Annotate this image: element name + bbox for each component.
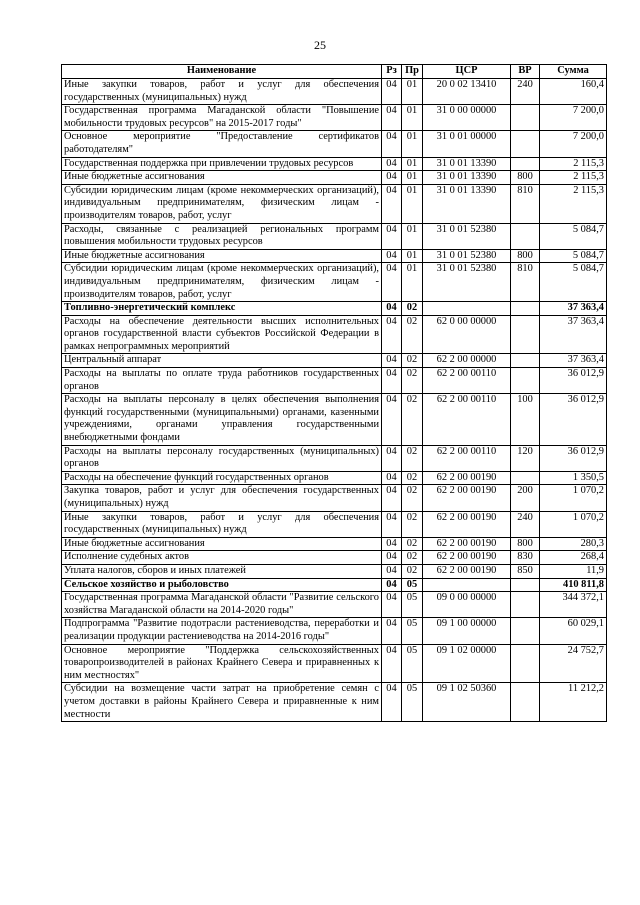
header-vr: ВР [511, 65, 540, 79]
table-row [62, 302, 607, 316]
cell-rz: 04 [382, 368, 402, 394]
cell-sum: 36 012,9 [540, 368, 607, 394]
cell-vr: 200 [511, 485, 540, 511]
cell-pr: 02 [402, 537, 423, 551]
header-sum: Сумма [540, 65, 607, 79]
header-csr: ЦСР [423, 65, 511, 79]
table-row [62, 131, 607, 157]
cell-pr: 02 [402, 551, 423, 565]
table-row [62, 564, 607, 578]
cell-csr: 62 2 00 00190 [423, 485, 511, 511]
cell-sum: 1 350,5 [540, 471, 607, 485]
cell-name: Сельское хозяйство и рыболовство [62, 578, 382, 592]
cell-csr [423, 578, 511, 592]
cell-name: Расходы на выплаты персоналу государственных (муниципальных) органов [62, 445, 382, 471]
cell-sum: 11 212,2 [540, 683, 607, 722]
cell-sum: 344 372,1 [540, 592, 607, 618]
cell-sum: 280,3 [540, 537, 607, 551]
table-row [62, 157, 607, 171]
cell-rz: 04 [382, 564, 402, 578]
cell-rz: 04 [382, 157, 402, 171]
cell-csr [423, 302, 511, 316]
cell-rz: 04 [382, 551, 402, 565]
cell-vr: 800 [511, 537, 540, 551]
cell-rz: 04 [382, 578, 402, 592]
cell-vr [511, 578, 540, 592]
table-row [62, 551, 607, 565]
cell-vr [511, 368, 540, 394]
cell-name: Расходы на обеспечение деятельности высших исполнительных органов государственной власти субъектов Российской Федерации в рамках непрограммных мероприятий [62, 315, 382, 354]
cell-rz: 04 [382, 394, 402, 445]
cell-csr: 31 0 01 52380 [423, 223, 511, 249]
header-pr: Пр [402, 65, 423, 79]
cell-vr [511, 315, 540, 354]
cell-csr: 31 0 01 13390 [423, 171, 511, 185]
table-row [62, 537, 607, 551]
cell-vr: 810 [511, 263, 540, 302]
cell-sum: 24 752,7 [540, 644, 607, 683]
cell-name: Государственная программа Магаданской области "Развитие сельского хозяйства Магаданской области на 2014-2020 годы" [62, 592, 382, 618]
cell-pr: 02 [402, 315, 423, 354]
cell-vr [511, 618, 540, 644]
cell-pr: 02 [402, 394, 423, 445]
cell-pr: 01 [402, 79, 423, 105]
cell-vr: 240 [511, 79, 540, 105]
cell-sum: 410 811,8 [540, 578, 607, 592]
cell-rz: 04 [382, 445, 402, 471]
cell-vr [511, 354, 540, 368]
cell-name: Расходы, связанные с реализацией региональных программ повышения мобильности трудовых ресурсов [62, 223, 382, 249]
cell-name: Расходы на обеспечение функций государственных органов [62, 471, 382, 485]
cell-csr: 09 0 00 00000 [423, 592, 511, 618]
cell-pr: 01 [402, 263, 423, 302]
cell-name: Иные закупки товаров, работ и услуг для обеспечения государственных (муниципальных) нужд [62, 79, 382, 105]
cell-name: Подпрограмма "Развитие подотрасли растениеводства, переработки и реализации продукции растениеводства на 2014-2016 годы" [62, 618, 382, 644]
cell-name: Основное мероприятие "Предоставление сертификатов работодателям" [62, 131, 382, 157]
table-row [62, 592, 607, 618]
cell-sum: 37 363,4 [540, 354, 607, 368]
cell-csr: 62 2 00 00190 [423, 564, 511, 578]
cell-sum: 5 084,7 [540, 263, 607, 302]
cell-sum: 2 115,3 [540, 171, 607, 185]
cell-name: Государственная поддержка при привлечении трудовых ресурсов [62, 157, 382, 171]
table-row [62, 184, 607, 223]
cell-vr: 120 [511, 445, 540, 471]
cell-csr: 31 0 01 13390 [423, 157, 511, 171]
cell-pr: 01 [402, 184, 423, 223]
cell-pr: 02 [402, 445, 423, 471]
cell-rz: 04 [382, 618, 402, 644]
cell-sum: 1 070,2 [540, 485, 607, 511]
table-row [62, 485, 607, 511]
cell-vr: 830 [511, 551, 540, 565]
budget-table [61, 64, 607, 722]
cell-pr: 05 [402, 618, 423, 644]
cell-rz: 04 [382, 511, 402, 537]
cell-rz: 04 [382, 315, 402, 354]
cell-csr: 62 2 00 00190 [423, 551, 511, 565]
cell-pr: 02 [402, 471, 423, 485]
table-row [62, 578, 607, 592]
cell-sum: 160,4 [540, 79, 607, 105]
cell-pr: 01 [402, 157, 423, 171]
cell-csr: 20 0 02 13410 [423, 79, 511, 105]
cell-sum: 1 070,2 [540, 511, 607, 537]
cell-rz: 04 [382, 131, 402, 157]
cell-vr [511, 131, 540, 157]
cell-rz: 04 [382, 485, 402, 511]
cell-csr: 62 0 00 00000 [423, 315, 511, 354]
cell-sum: 7 200,0 [540, 131, 607, 157]
cell-vr [511, 157, 540, 171]
header-name: Наименование [62, 65, 382, 79]
cell-csr: 31 0 01 13390 [423, 184, 511, 223]
cell-csr: 09 1 02 50360 [423, 683, 511, 722]
cell-pr: 02 [402, 511, 423, 537]
cell-csr: 62 2 00 00110 [423, 445, 511, 471]
cell-name: Закупка товаров, работ и услуг для обеспечения государственных (муниципальных) нужд [62, 485, 382, 511]
cell-rz: 04 [382, 223, 402, 249]
cell-rz: 04 [382, 249, 402, 263]
cell-rz: 04 [382, 537, 402, 551]
cell-sum: 268,4 [540, 551, 607, 565]
cell-sum: 60 029,1 [540, 618, 607, 644]
cell-rz: 04 [382, 105, 402, 131]
cell-csr: 62 2 00 00000 [423, 354, 511, 368]
cell-sum: 37 363,4 [540, 315, 607, 354]
cell-sum: 37 363,4 [540, 302, 607, 316]
table-row [62, 223, 607, 249]
cell-pr: 02 [402, 485, 423, 511]
table-row [62, 79, 607, 105]
cell-vr: 800 [511, 171, 540, 185]
cell-csr: 31 0 01 52380 [423, 249, 511, 263]
cell-vr: 850 [511, 564, 540, 578]
cell-csr: 31 0 01 00000 [423, 131, 511, 157]
cell-sum: 36 012,9 [540, 445, 607, 471]
cell-name: Основное мероприятие "Поддержка сельскохозяйственных товаропроизводителей в районах Крайнего Севера и приравненных к ним местностях" [62, 644, 382, 683]
cell-rz: 04 [382, 354, 402, 368]
cell-sum: 11,9 [540, 564, 607, 578]
cell-vr [511, 223, 540, 249]
cell-csr: 62 2 00 00190 [423, 471, 511, 485]
cell-csr: 09 1 02 00000 [423, 644, 511, 683]
cell-vr [511, 302, 540, 316]
cell-csr: 62 2 00 00190 [423, 511, 511, 537]
cell-vr [511, 683, 540, 722]
cell-pr: 01 [402, 249, 423, 263]
cell-name: Субсидии юридическим лицам (кроме некоммерческих организаций), индивидуальным предпринимателям, физическим лицам - производителям товаров, работ, услуг [62, 263, 382, 302]
table-row [62, 394, 607, 445]
table-row [62, 683, 607, 722]
cell-vr: 240 [511, 511, 540, 537]
cell-rz: 04 [382, 184, 402, 223]
cell-pr: 02 [402, 354, 423, 368]
table-row [62, 105, 607, 131]
table-row [62, 315, 607, 354]
cell-pr: 02 [402, 564, 423, 578]
table-row [62, 368, 607, 394]
cell-pr: 01 [402, 131, 423, 157]
cell-vr [511, 592, 540, 618]
cell-vr: 800 [511, 249, 540, 263]
cell-pr: 05 [402, 683, 423, 722]
cell-csr: 62 2 00 00110 [423, 394, 511, 445]
cell-csr: 31 0 01 52380 [423, 263, 511, 302]
cell-name: Расходы на выплаты персоналу в целях обеспечения выполнения функций государственными (муниципальными) органами, казенными учреждениями, органами управления государственными внебюджетными фондами [62, 394, 382, 445]
cell-csr: 62 2 00 00110 [423, 368, 511, 394]
cell-sum: 2 115,3 [540, 157, 607, 171]
table-row [62, 618, 607, 644]
cell-csr: 62 2 00 00190 [423, 537, 511, 551]
cell-vr [511, 105, 540, 131]
table-row [62, 171, 607, 185]
cell-name: Иные закупки товаров, работ и услуг для обеспечения государственных (муниципальных) нужд [62, 511, 382, 537]
table-header-row [62, 65, 607, 79]
cell-sum: 5 084,7 [540, 249, 607, 263]
cell-rz: 04 [382, 644, 402, 683]
cell-name: Субсидии на возмещение части затрат на приобретение семян с учетом доставки в районы Крайнего Севера и приравненные к ним местности [62, 683, 382, 722]
cell-pr: 05 [402, 644, 423, 683]
cell-vr: 100 [511, 394, 540, 445]
table-body [62, 79, 607, 722]
cell-name: Расходы на выплаты по оплате труда работников государственных органов [62, 368, 382, 394]
cell-name: Иные бюджетные ассигнования [62, 171, 382, 185]
cell-name: Центральный аппарат [62, 354, 382, 368]
page-number: 25 [314, 38, 326, 52]
cell-csr: 31 0 00 00000 [423, 105, 511, 131]
table-row [62, 445, 607, 471]
cell-vr: 810 [511, 184, 540, 223]
cell-name: Уплата налогов, сборов и иных платежей [62, 564, 382, 578]
cell-vr [511, 471, 540, 485]
cell-name: Государственная программа Магаданской области "Повышение мобильности трудовых ресурсов" на 2015-2017 годы" [62, 105, 382, 131]
table-row [62, 644, 607, 683]
table-row [62, 471, 607, 485]
cell-rz: 04 [382, 592, 402, 618]
cell-name: Топливно-энергетический комплекс [62, 302, 382, 316]
table-row [62, 511, 607, 537]
cell-rz: 04 [382, 683, 402, 722]
table-row [62, 263, 607, 302]
cell-rz: 04 [382, 302, 402, 316]
cell-rz: 04 [382, 79, 402, 105]
header-rz: Рз [382, 65, 402, 79]
cell-rz: 04 [382, 471, 402, 485]
cell-pr: 05 [402, 578, 423, 592]
cell-name: Иные бюджетные ассигнования [62, 249, 382, 263]
cell-pr: 01 [402, 105, 423, 131]
cell-rz: 04 [382, 171, 402, 185]
cell-pr: 02 [402, 302, 423, 316]
cell-sum: 7 200,0 [540, 105, 607, 131]
table-row [62, 249, 607, 263]
cell-sum: 5 084,7 [540, 223, 607, 249]
cell-sum: 36 012,9 [540, 394, 607, 445]
cell-name: Иные бюджетные ассигнования [62, 537, 382, 551]
cell-pr: 01 [402, 223, 423, 249]
cell-rz: 04 [382, 263, 402, 302]
cell-name: Исполнение судебных актов [62, 551, 382, 565]
cell-vr [511, 644, 540, 683]
cell-pr: 01 [402, 171, 423, 185]
cell-csr: 09 1 00 00000 [423, 618, 511, 644]
table-row [62, 354, 607, 368]
cell-pr: 05 [402, 592, 423, 618]
cell-name: Субсидии юридическим лицам (кроме некоммерческих организаций), индивидуальным предпринимателям, физическим лицам - производителям товаров, работ, услуг [62, 184, 382, 223]
cell-pr: 02 [402, 368, 423, 394]
cell-sum: 2 115,3 [540, 184, 607, 223]
